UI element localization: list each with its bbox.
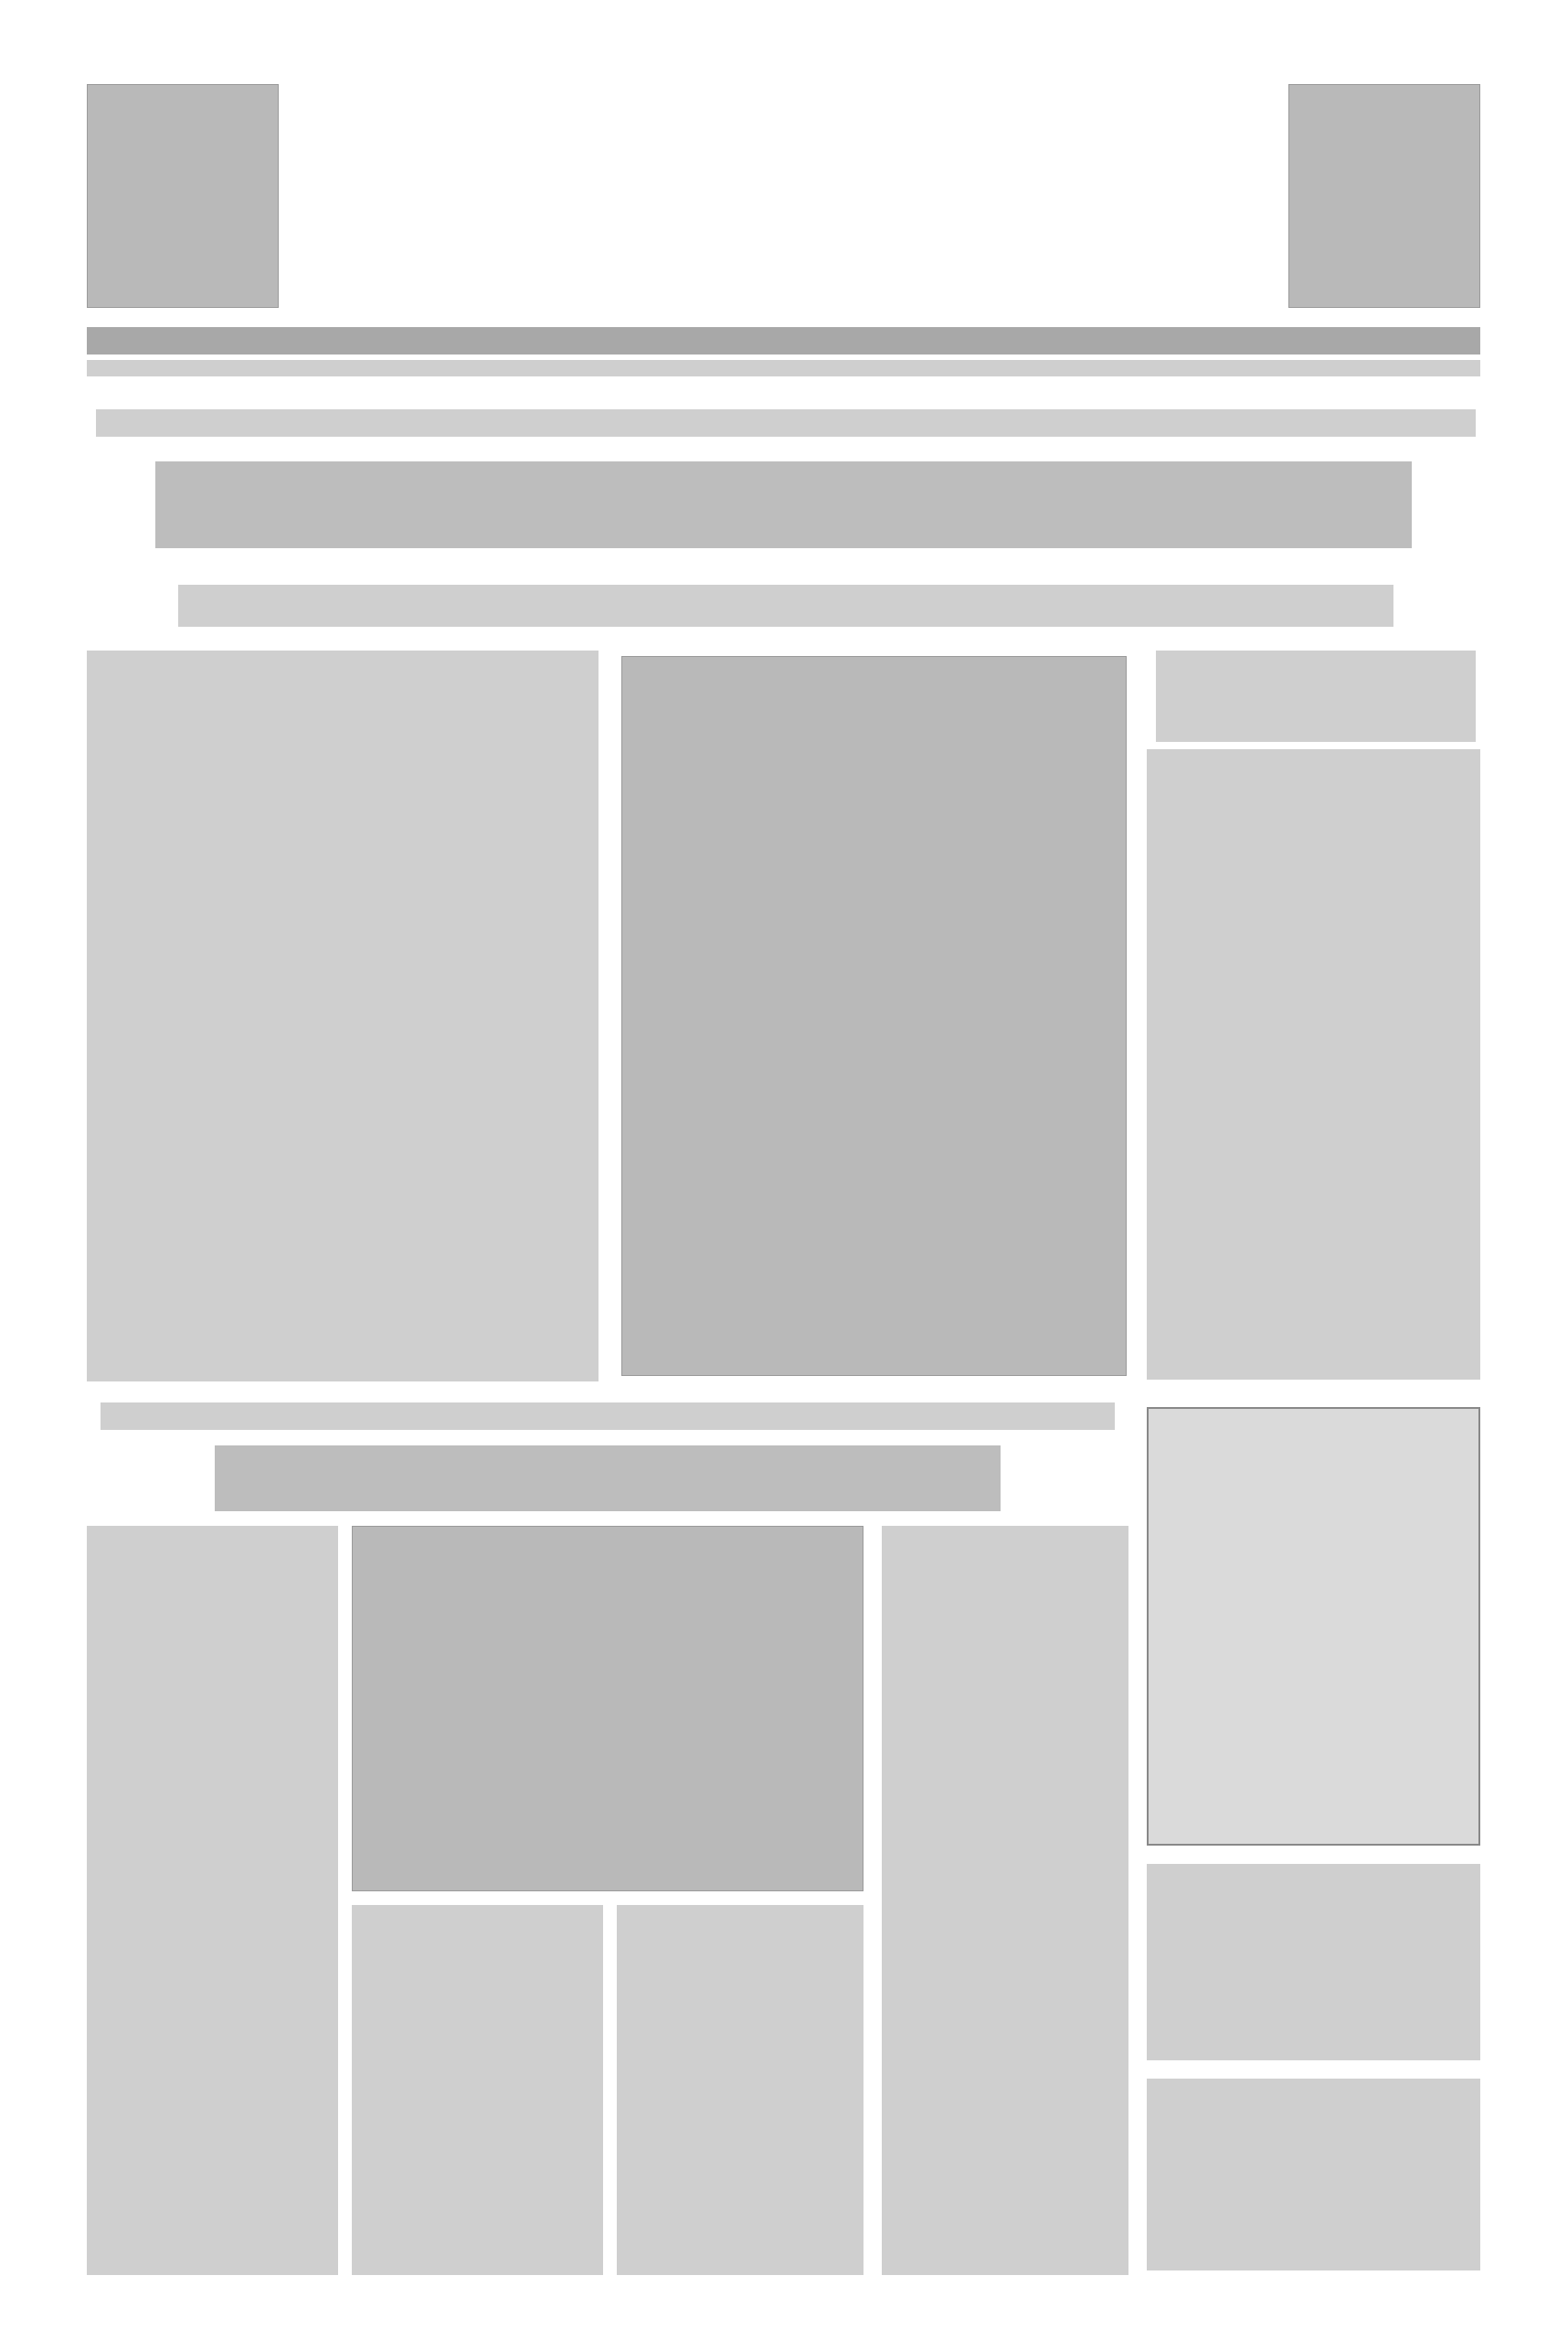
story-two-col-left — [87, 1526, 338, 2275]
sidebar-one-title — [1156, 651, 1476, 742]
lead-headline — [155, 461, 1412, 548]
story-two-col-right — [882, 1526, 1128, 2275]
story-two-headline — [215, 1445, 1001, 1511]
masthead-left-image — [87, 84, 279, 308]
lead-photo — [621, 656, 1127, 1376]
lead-body-text — [87, 651, 599, 1381]
masthead-right-image — [1288, 84, 1480, 308]
story-two-col-mid — [352, 1905, 603, 2275]
story-two-photo — [352, 1526, 863, 1891]
postal-line — [87, 360, 1480, 376]
sidebar-four — [1147, 2079, 1480, 2270]
story-two-col-mid2 — [617, 1905, 863, 2275]
sidebar-three — [1147, 1864, 1480, 2060]
story-two-kicker — [101, 1402, 1115, 1430]
lead-deck — [178, 585, 1393, 627]
header-info-bar — [87, 327, 1480, 355]
sidebar-one-body — [1147, 749, 1480, 1380]
sidebar-two-box — [1147, 1407, 1480, 1846]
lead-kicker — [96, 409, 1476, 437]
